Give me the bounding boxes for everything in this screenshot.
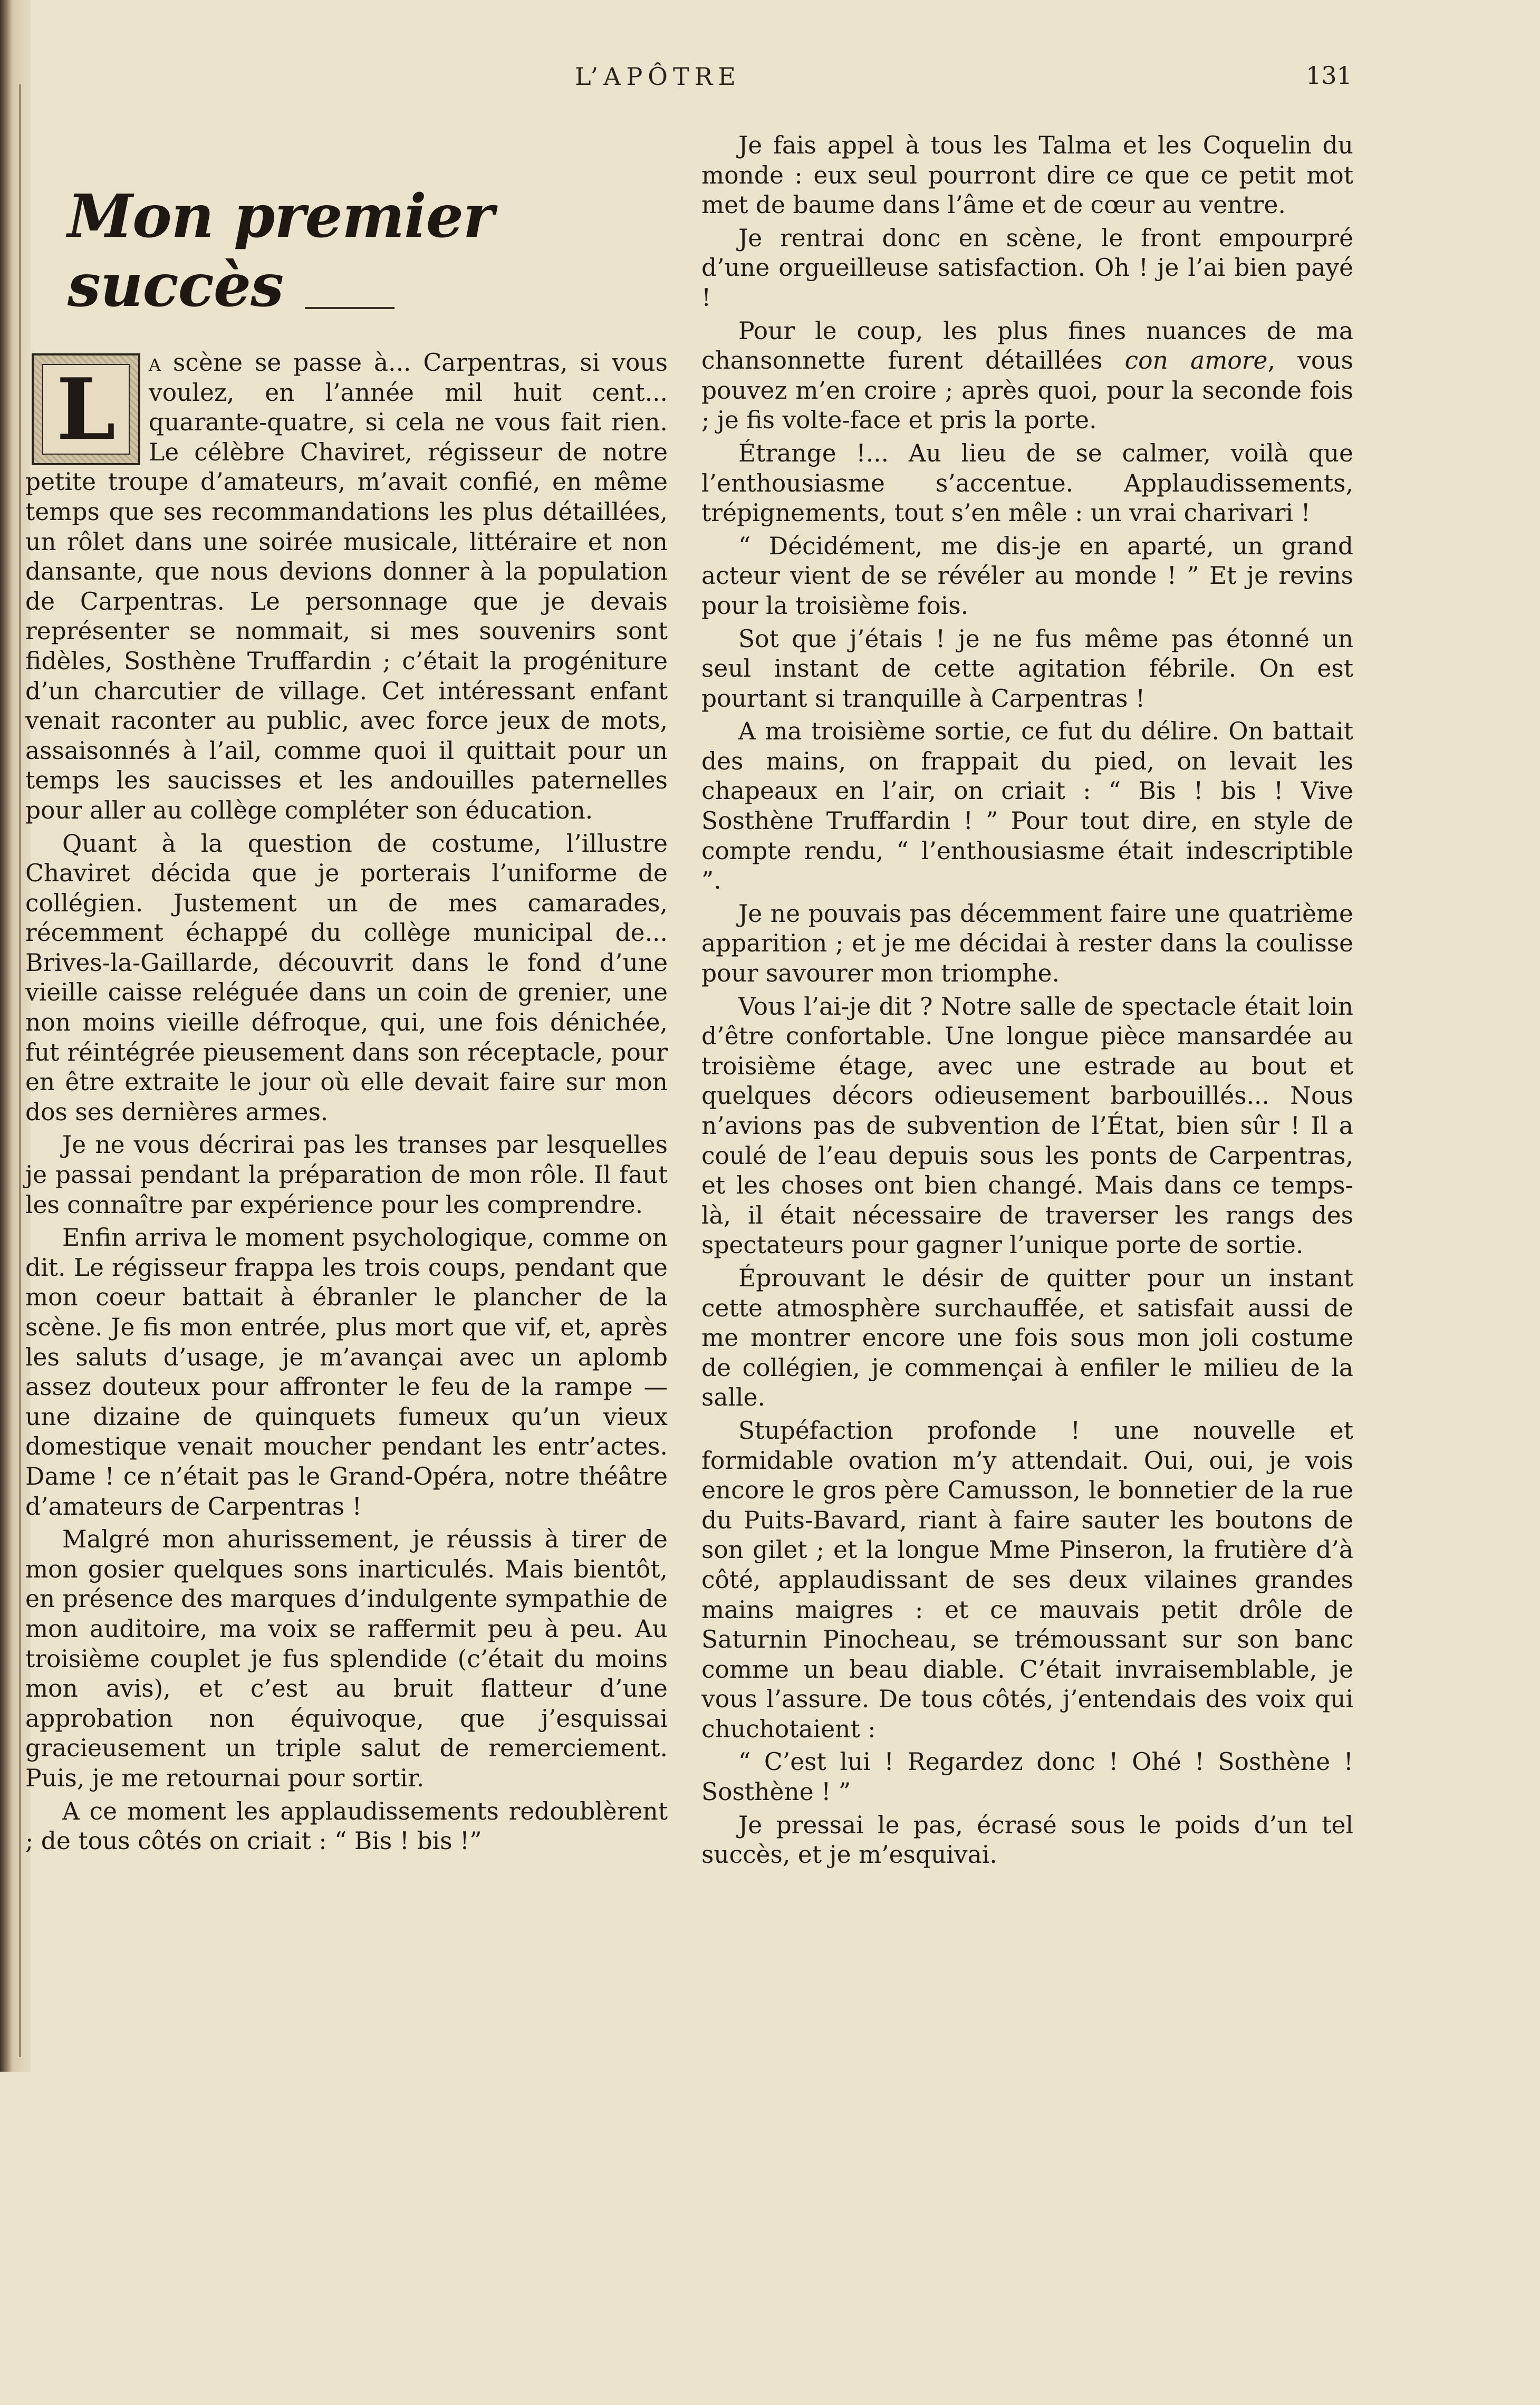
running-head: L’APÔTRE	[575, 62, 741, 91]
paragraph-text: Pour le coup, les plus fines nuances de ma chansonnette furent détaillées	[701, 316, 1353, 375]
paragraph: “ Décidément, me dis-je en aparté, un grand acteur vient de se révéler au monde ! ” Et je revins pour la troisième fois.	[701, 532, 1353, 620]
paragraph-lead: a	[149, 349, 161, 377]
article-title: Mon premier succès	[68, 182, 494, 320]
paragraph: Étrange !... Au lieu de se calmer, voilà que l’enthousiasme s’accentue. Applaudissements, trépignements, tout s’en mêle : un vrai charivari !	[701, 439, 1353, 527]
paragraph: Sot que j’étais ! je ne fus même pas étonné un seul instant de cette agitation fébrile. On est pourtant si tranquille à Carpentras !	[701, 624, 1353, 713]
paragraph: Quant à la question de costume, l’illustre Chaviret décida que je porterais l’uniforme de collégien. Justement un de mes camarades, récemment échappé du collège municipal de... Brives-la-Gaillarde, découvrit dans le fond d’une vieille caisse reléguée dans un coin de grenier, une non moins vieille défroque, qui, une fois dénichée, fut réintégrée pieusement dans son réceptacle, pour en être extraite le jour où elle devait faire sur mon dos ses dernières armes.	[25, 829, 668, 1126]
paragraph: “ C’est lui ! Regardez donc ! Ohé ! Sosthène ! Sosthène ! ”	[701, 1748, 1353, 1806]
left-column	[25, 348, 668, 2405]
paragraph: Je ne pouvais pas décemment faire une quatrième apparition ; et je me décidai à rester dans la coulisse pour savourer mon triomphe.	[701, 899, 1353, 988]
paragraph-text: , vous pouvez m’en croire ; après quoi, pour la seconde fois ; je fis volte-face et pris la porte.	[701, 347, 1353, 435]
paragraph: Éprouvant le désir de quitter pour un instant cette atmosphère surchauffée, et satisfait aussi de me montrer encore une fois sous mon joli costume de collégien, je commençai à enfiler le milieu de la salle.	[701, 1264, 1353, 1412]
title-rule	[305, 307, 394, 309]
paragraph-text: scène se passe à... Carpentras, si vous voulez, en l’année mil huit cent... quarante-quatre, si cela ne vous fait rien. Le célèbre Chaviret, régisseur de notre petite troupe d’amateurs, m’avait confié, en même temps que ses recommandations les plus détaillées, un rôlet dans une soirée musicale, littéraire et non dansante, que nous devions donner à la population de Carpentras. Le personnage que je devais représenter se nommait, si mes souvenirs sont fidèles, Sosthène Truffardin ; c’était la progéniture d’un charcutier de village. Cet intéressant enfant venait raconter au public, avec force jeux de mots, assaisonnés à l’ail, comme quoi il quittait pour un temps les saucisses et les andouilles paternelles pour aller au collège compléter son éducation.	[25, 349, 668, 824]
paragraph: Je fais appel à tous les Talma et les Coquelin du monde : eux seul pourront dire ce que ce petit mot met de baume dans l’âme et de cœur au ventre.	[701, 131, 1353, 219]
paragraph: Enfin arriva le moment psychologique, comme on dit. Le régisseur frappa les trois coups, pendant que mon coeur battait à ébranler le plancher de la scène. Je fis mon entrée, plus mort que vif, et, après les saluts d’usage, je m’avançai avec un aplomb assez douteux pour affronter le feu de la rampe — une dizaine de quinquets fumeux qu’un vieux domestique venait moucher pendant les entr’actes. Dame ! ce n’était pas le Grand-Opéra, notre théâtre d’amateurs de Carpentras !	[25, 1224, 668, 1521]
paragraph	[701, 316, 1353, 436]
paragraph	[25, 348, 668, 826]
italic-phrase: con amore	[1124, 347, 1268, 375]
paragraph: Vous l’ai-je dit ? Notre salle de spectacle était loin d’être confortable. Une longue pièce mansardée au troisième étage, avec une estrade au bout et quelques décors odieusement barbouillés... Nous n’avions pas de subvention de l’État, bien sûr ! Il a coulé de l’eau depuis sous les ponts de Carpentras, et les choses ont bien changé. Mais dans ce temps-là, il était nécessaire de traverser les rangs des spectateurs pour gagner l’unique porte de sortie.	[701, 992, 1353, 1259]
dropcap	[32, 353, 140, 465]
paragraph: Stupéfaction profonde ! une nouvelle et formidable ovation m’y attendait. Oui, oui, je vois encore le gros père Camusson, le bonnetier de la rue du Puits-Bavard, riant à faire sauter les boutons de son gilet ; et la longue Mme Pinseron, la frutière d’à côté, applaudissant de ses deux vilaines grandes mains maigres : et ce mauvais petit drôle de Saturnin Pinocheau, se trémoussant sur son banc comme un beau diable. C’était invraisemblable, je vous l’assure. De tous côtés, j’entendais des voix qui chuchotaient :	[701, 1416, 1353, 1743]
right-column	[701, 131, 1353, 2188]
dropcap-letter: L	[56, 360, 116, 459]
paragraph: Je rentrai donc en scène, le front empourpré d’une orgueilleuse satisfaction. Oh ! je l’ai bien payé !	[701, 224, 1353, 312]
paragraph: A ma troisième sortie, ce fut du délire. On battait des mains, on frappait du pied, on levait les chapeaux en l’air, on criait : “ Bis ! bis ! Vive Sosthène Truffardin ! ” Pour tout dire, en style de compte rendu, “ l’enthousiasme était indescriptible ”.	[701, 717, 1353, 895]
margin-line	[19, 84, 21, 2057]
paragraph: Malgré mon ahurissement, je réussis à tirer de mon gosier quelques sons inarticulés. Mais bientôt, en présence des marques d’indulgente sympathie de mon auditoire, ma voix se raffermit peu à peu. Au troisième couplet je fus splendide (c’était du moins mon avis), et c’est au bruit flatteur d’une approbation non équivoque, que j’esquissai gracieusement un triple salut de remerciement. Puis, je me retournai pour sortir.	[25, 1525, 668, 1792]
paragraph: Je pressai le pas, écrasé sous le poids d’un tel succès, et je m’esquivai.	[701, 1811, 1353, 1869]
paragraph: Je ne vous décrirai pas les transes par lesquelles je passai pendant la préparation de mon rôle. Il faut les connaître par expérience pour les comprendre.	[25, 1131, 668, 1219]
paragraph: A ce moment les applaudissements redoublèrent ; de tous côtés on criait : “ Bis ! bis !”	[25, 1797, 668, 1855]
page-number: 131	[1306, 61, 1352, 90]
